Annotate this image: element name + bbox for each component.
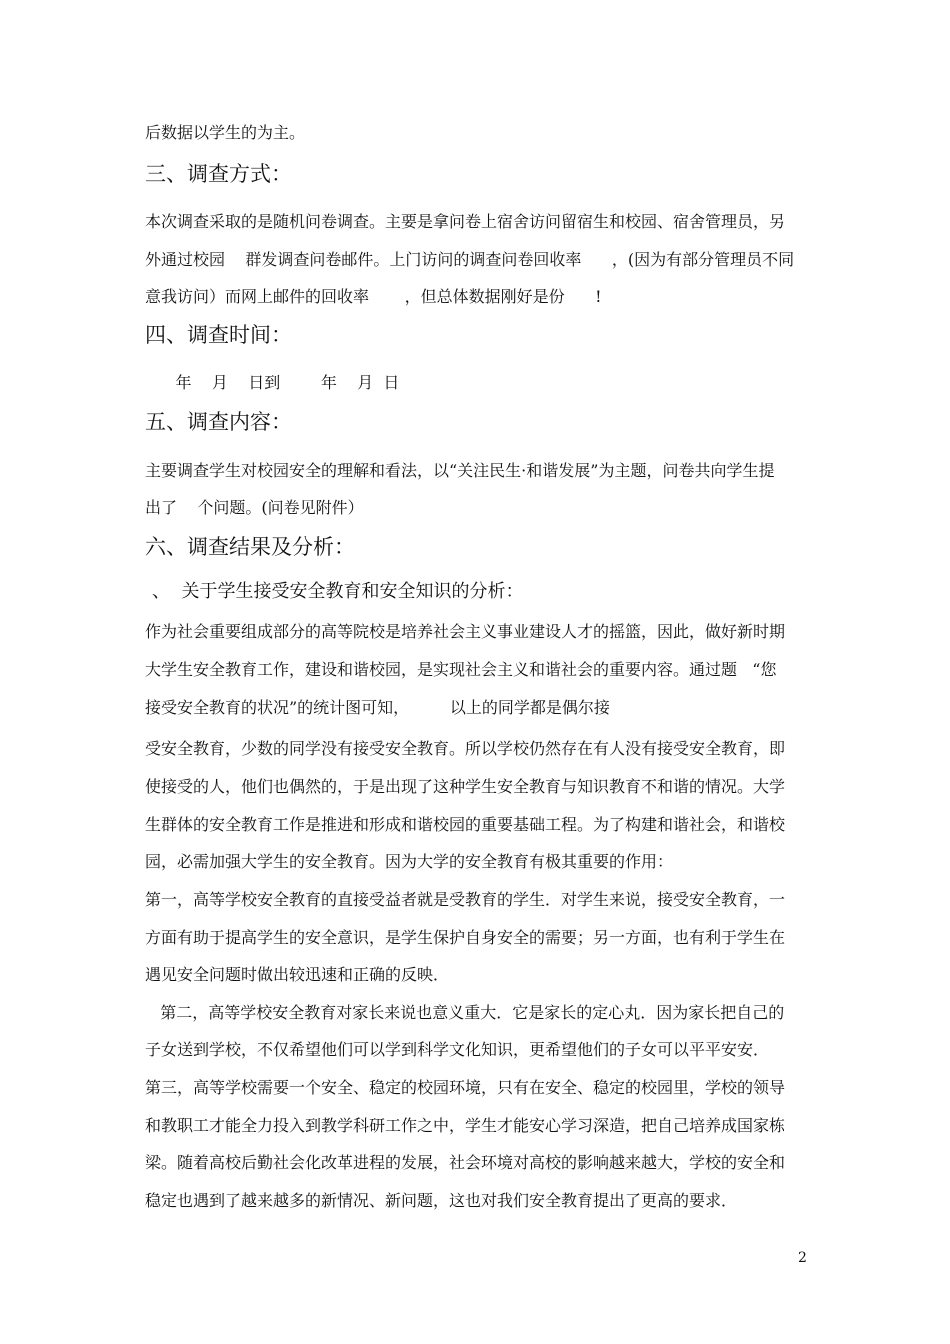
method-line-1: 本次调查采取的是随机问卷调查。主要是拿问卷上宿舍访问留宿生和校园、宿舍管理员，另 — [145, 212, 786, 231]
results-line-7: 园，必需加强大学生的安全教育。因为大学的安全教育有极其重要的作用： — [145, 852, 674, 871]
content-line-2: 出了 个问题。(问卷见附件） — [145, 498, 364, 517]
results-line-3: 接受安全教育的状况”的统计图可知， 以上的同学都是偶尔接 — [145, 698, 610, 717]
method-line-2: 外通过校园 群发调查问卷邮件。上门访问的调查问卷回收率 ，(因为有部分管理员不同 — [145, 250, 795, 269]
results-line-10: 遇见安全问题时做出较迅速和正确的反映． — [145, 965, 450, 984]
results-line-14: 和教职工才能全力投入到教学科研工作之中，学生才能安心学习深造，把自己培养成国家栋 — [145, 1116, 786, 1135]
results-line-5: 使接受的人，他们也偶然的，于是出现了这种学生安全教育与知识教育不和谐的情况。大学 — [145, 777, 786, 796]
section-heading-results: 六、调查结果及分析： — [145, 535, 355, 559]
results-line-16: 稳定也遇到了越来越多的新情况、新问题，这也对我们安全教育提出了更高的要求． — [145, 1191, 738, 1210]
results-line-13: 第三，高等学校需要一个安全、稳定的校园环境，只有在安全、稳定的校园里，学校的领导 — [145, 1078, 786, 1097]
page-number: 2 — [798, 1250, 807, 1266]
results-line-2: 大学生安全教育工作，建设和谐校园，是实现社会主义和谐社会的重要内容。通过题 “您 — [145, 660, 777, 679]
results-line-15: 梁。随着高校后勤社会化改革进程的发展，社会环境对高校的影响越来越大，学校的安全和 — [145, 1153, 786, 1172]
results-line-4: 受安全教育，少数的同学没有接受安全教育。所以学校仍然存在有人没有接受安全教育，即 — [145, 739, 786, 758]
section-heading-content: 五、调查内容： — [145, 410, 292, 434]
time-line-1: 年 月 日到 年 月 日 — [145, 373, 400, 392]
results-line-9: 方面有助于提高学生的安全意识，是学生保护自身安全的需要；另一方面，也有利于学生在 — [145, 928, 786, 947]
results-line-8: 第一，高等学校安全教育的直接受益者就是受教育的学生．对学生来说，接受安全教育，一 — [145, 890, 786, 909]
section-heading-method: 三、调查方式： — [145, 162, 292, 186]
results-line-12: 子女送到学校，不仅希望他们可以学到科学文化知识，更希望他们的子女可以平平安安． — [145, 1040, 770, 1059]
results-line-1: 作为社会重要组成部分的高等院校是培养社会主义事业建设人才的摇篮，因此，做好新时期 — [145, 622, 786, 641]
section-heading-time: 四、调查时间： — [145, 323, 292, 347]
results-subheading: 、 关于学生接受安全教育和安全知识的分析： — [152, 581, 524, 602]
intro-tail-line: 后数据以学生的为主。 — [145, 123, 306, 142]
results-line-6: 生群体的安全教育工作是推进和形成和谐校园的重要基础工程。为了构建和谐社会，和谐校 — [145, 815, 786, 834]
content-line-1: 主要调查学生对校园安全的理解和看法，以“关注民生·和谐发展”为主题，问卷共向学生提 — [145, 461, 775, 480]
results-line-11: 第二，高等学校安全教育对家长来说也意义重大．它是家长的定心丸．因为家长把自己的 — [145, 1003, 785, 1022]
method-line-3: 意我访问）而网上邮件的回收率 ，但总体数据刚好是份 ! — [145, 287, 602, 306]
